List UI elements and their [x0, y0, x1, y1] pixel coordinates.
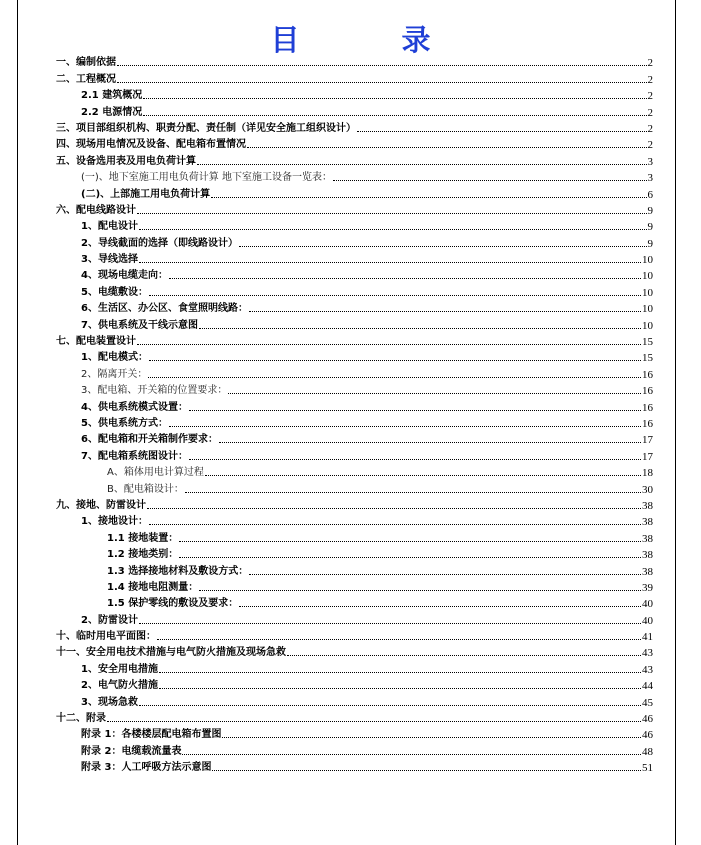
toc-entry-label: B、配电箱设计：	[107, 483, 184, 495]
toc-entry-label: 5、电缆敷设：	[81, 286, 148, 298]
toc-entry[interactable]	[56, 741, 653, 757]
toc-entry-label: 1.1 接地装置：	[107, 532, 179, 544]
toc-entry-page: 2	[647, 139, 653, 152]
toc-entry[interactable]	[56, 692, 653, 708]
toc-entry-page: 10	[642, 286, 653, 299]
toc-entry-label: 7、供电系统及干线示意图	[81, 319, 198, 331]
toc-dot-leader	[333, 180, 647, 181]
toc-entry-label: 十、临时用电平面图：	[56, 631, 156, 643]
toc-entry[interactable]	[56, 643, 653, 659]
toc-entry-page: 2	[647, 106, 653, 119]
toc-entry-page: 3	[647, 172, 653, 185]
toc-entry-label: 1、配电模式：	[81, 352, 148, 364]
toc-entry-label: 1.4 接地电阻测量：	[107, 581, 199, 593]
toc-entry-label: 2.1 建筑概况	[81, 90, 143, 102]
toc-entry-label: 附录 3：人工呼吸方法示意图	[81, 762, 212, 774]
toc-entry[interactable]	[56, 233, 653, 249]
toc-entry-page: 38	[642, 565, 653, 578]
toc-dot-leader	[117, 65, 647, 66]
toc-entry[interactable]	[56, 69, 653, 85]
toc-dot-leader	[139, 705, 641, 706]
toc-entry-page: 46	[642, 713, 653, 726]
toc-entry[interactable]	[56, 725, 653, 741]
toc-dot-leader	[139, 262, 641, 263]
toc-entry-label: 6、配电箱和开关箱制作要求：	[81, 434, 218, 446]
toc-entry-label: A、箱体用电计算过程	[107, 467, 204, 479]
toc-entry-label: 十一、安全用电技术措施与电气防火措施及现场急救	[56, 647, 286, 659]
toc-entry-page: 9	[647, 204, 653, 217]
toc-entry-page: 15	[642, 352, 653, 365]
toc-entry[interactable]	[56, 545, 653, 561]
toc-entry-label: 3、现场急救	[81, 696, 138, 708]
toc-dot-leader	[169, 278, 641, 279]
toc-entry-page: 40	[642, 614, 653, 627]
toc-dot-leader	[185, 492, 641, 493]
toc-dot-leader	[189, 459, 641, 460]
toc-entry[interactable]	[56, 561, 653, 577]
toc-entry[interactable]	[56, 332, 653, 348]
toc-dot-leader	[239, 606, 641, 607]
toc-entry[interactable]	[56, 381, 653, 397]
toc-entry-page: 2	[647, 122, 653, 135]
toc-entry-page: 10	[642, 270, 653, 283]
toc-entry-page: 45	[642, 696, 653, 709]
toc-entry-page: 38	[642, 516, 653, 529]
toc-entry-label: 4、供电系统模式设置：	[81, 401, 188, 413]
toc-dot-leader	[149, 524, 641, 525]
toc-dot-leader	[159, 688, 641, 689]
toc-entry-page: 16	[642, 417, 653, 430]
page-border-right	[675, 0, 676, 845]
toc-dot-leader	[137, 344, 641, 345]
toc-dot-leader	[148, 377, 641, 378]
toc-entry[interactable]	[56, 53, 653, 69]
toc-entry-page: 10	[642, 303, 653, 316]
toc-entry[interactable]	[56, 201, 653, 217]
toc-entry-label: 6、生活区、办公区、食堂照明线路：	[81, 303, 248, 315]
toc-entry[interactable]	[56, 479, 653, 495]
toc-entry[interactable]	[56, 430, 653, 446]
toc-entry[interactable]	[56, 578, 653, 594]
toc-entry-label: 一、编制依据	[56, 57, 116, 69]
toc-entry-label: 4、现场电缆走向：	[81, 270, 168, 282]
toc-entry-label: 7、配电箱系统图设计：	[81, 450, 188, 462]
toc-entry-label: 1、配电设计	[81, 221, 138, 233]
toc-entry-page: 48	[642, 745, 653, 758]
toc-entry-label: 三、项目部组织机构、职责分配、责任制（详见安全施工组织设计）	[56, 122, 356, 134]
toc-entry-page: 38	[642, 499, 653, 512]
toc-dot-leader	[149, 295, 641, 296]
toc-dot-leader	[205, 475, 641, 476]
toc-entry[interactable]	[56, 266, 653, 282]
document-title: 目 录	[270, 23, 477, 57]
toc-entry-page: 38	[642, 532, 653, 545]
toc-entry-page: 38	[642, 549, 653, 562]
toc-dot-leader	[139, 229, 647, 230]
toc-entry-label: (一)、地下室施工用电负荷计算 地下室施工设备一览表：	[81, 172, 332, 184]
toc-dot-leader	[157, 639, 641, 640]
toc-entry-label: 十二、附录	[56, 713, 106, 725]
toc-entry-label: 2、防雷设计	[81, 614, 138, 626]
toc-dot-leader	[212, 770, 641, 771]
toc-entry[interactable]	[56, 168, 653, 184]
toc-dot-leader	[211, 197, 646, 198]
toc-entry-page: 40	[642, 598, 653, 611]
toc-entry[interactable]	[56, 151, 653, 167]
toc-entry-page: 9	[647, 237, 653, 250]
toc-entry-label: 二、工程概况	[56, 73, 116, 85]
toc-entry[interactable]	[56, 217, 653, 233]
toc-dot-leader	[249, 311, 641, 312]
toc-entry-page: 16	[642, 401, 653, 414]
toc-entry-label: 1、接地设计：	[81, 516, 148, 528]
toc-entry[interactable]	[56, 299, 653, 315]
toc-dot-leader	[197, 164, 647, 165]
toc-entry-label: 六、配电线路设计	[56, 204, 136, 216]
toc-dot-leader	[199, 590, 641, 591]
toc-dot-leader	[228, 393, 641, 394]
toc-entry-label: 5、供电系统方式：	[81, 417, 168, 429]
toc-entry[interactable]	[56, 184, 653, 200]
toc-dot-leader	[222, 737, 641, 738]
toc-entry-label: 1.2 接地类别：	[107, 549, 179, 561]
toc-entry-page: 30	[642, 483, 653, 496]
toc-entry[interactable]	[56, 709, 653, 725]
toc-dot-leader	[149, 360, 641, 361]
toc-entry-label: 1.3 选择接地材料及敷设方式：	[107, 565, 249, 577]
toc-entry[interactable]	[56, 135, 653, 151]
toc-entry[interactable]	[56, 397, 653, 413]
toc-entry-page: 10	[642, 254, 653, 267]
toc-entry-page: 43	[642, 647, 653, 660]
toc-dot-leader	[143, 115, 646, 116]
toc-entry-label: 五、设备选用表及用电负荷计算	[56, 155, 196, 167]
toc-entry[interactable]	[56, 364, 653, 380]
toc-dot-leader	[219, 442, 641, 443]
toc-entry[interactable]	[56, 610, 653, 626]
toc-dot-leader	[117, 82, 647, 83]
toc-dot-leader	[199, 328, 641, 329]
toc-dot-leader	[357, 131, 647, 132]
toc-entry[interactable]	[56, 315, 653, 331]
toc-entry[interactable]	[56, 758, 653, 774]
toc-entry-page: 17	[642, 434, 653, 447]
toc-entry[interactable]	[56, 512, 653, 528]
table-of-contents	[56, 53, 653, 774]
toc-entry-page: 2	[647, 73, 653, 86]
toc-entry[interactable]	[56, 463, 653, 479]
page-border-left	[17, 0, 18, 845]
toc-entry-label: 1、安全用电措施	[81, 663, 158, 675]
toc-entry[interactable]	[56, 528, 653, 544]
toc-entry[interactable]	[56, 282, 653, 298]
toc-entry[interactable]	[56, 250, 653, 266]
toc-entry[interactable]	[56, 348, 653, 364]
toc-entry-label: 2、导线截面的选择（即线路设计）	[81, 237, 238, 249]
toc-entry-label: 四、现场用电情况及设备、配电箱布置情况	[56, 139, 246, 151]
toc-entry-page: 6	[647, 188, 653, 201]
toc-dot-leader	[107, 721, 641, 722]
toc-entry-page: 39	[642, 581, 653, 594]
toc-entry[interactable]	[56, 414, 653, 430]
toc-entry-page: 17	[642, 450, 653, 463]
toc-dot-leader	[169, 426, 641, 427]
toc-entry-label: 2、电气防火措施	[81, 680, 158, 692]
toc-dot-leader	[147, 508, 641, 509]
toc-dot-leader	[249, 574, 641, 575]
toc-entry[interactable]	[56, 594, 653, 610]
toc-dot-leader	[179, 557, 641, 558]
toc-entry-page: 15	[642, 336, 653, 349]
toc-entry-page: 43	[642, 663, 653, 676]
toc-entry-label: 九、接地、防雷设计	[56, 499, 146, 511]
toc-dot-leader	[139, 623, 641, 624]
toc-entry-label: 附录 1：各楼楼层配电箱布置图	[81, 729, 222, 741]
toc-entry-label: 3、导线选择	[81, 254, 138, 266]
toc-entry-label: (二)、上部施工用电负荷计算	[81, 188, 211, 200]
toc-dot-leader	[159, 672, 641, 673]
toc-entry-label: 七、配电装置设计	[56, 336, 136, 348]
toc-dot-leader	[182, 754, 641, 755]
toc-entry[interactable]	[56, 119, 653, 135]
toc-entry-label: 1.5 保护零线的敷设及要求：	[107, 598, 239, 610]
toc-entry-page: 3	[647, 155, 653, 168]
toc-entry[interactable]	[56, 627, 653, 643]
toc-entry-page: 44	[642, 680, 653, 693]
toc-entry[interactable]	[56, 496, 653, 512]
toc-entry-page: 16	[642, 368, 653, 381]
toc-entry-label: 3、配电箱、开关箱的位置要求：	[81, 385, 228, 397]
toc-entry[interactable]	[56, 446, 653, 462]
toc-entry-page: 9	[647, 221, 653, 234]
toc-dot-leader	[137, 213, 647, 214]
toc-entry-page: 41	[642, 631, 653, 644]
toc-dot-leader	[239, 246, 647, 247]
toc-entry-page: 51	[642, 762, 653, 775]
toc-entry-label: 2.2 电源情况	[81, 106, 143, 118]
toc-entry-page: 18	[642, 467, 653, 480]
toc-entry-page: 46	[642, 729, 653, 742]
toc-entry-page: 2	[647, 57, 653, 70]
toc-entry-page: 2	[647, 90, 653, 103]
toc-dot-leader	[143, 98, 646, 99]
toc-entry[interactable]	[56, 659, 653, 675]
toc-dot-leader	[179, 541, 641, 542]
toc-dot-leader	[287, 655, 641, 656]
toc-entry[interactable]	[56, 102, 653, 118]
toc-dot-leader	[247, 147, 647, 148]
toc-entry-label: 2、隔离开关：	[81, 368, 148, 380]
toc-entry-label: 附录 2：电缆载流量表	[81, 745, 182, 757]
toc-dot-leader	[189, 410, 641, 411]
toc-entry-page: 10	[642, 319, 653, 332]
toc-entry[interactable]	[56, 676, 653, 692]
toc-entry[interactable]	[56, 86, 653, 102]
toc-entry-page: 16	[642, 385, 653, 398]
